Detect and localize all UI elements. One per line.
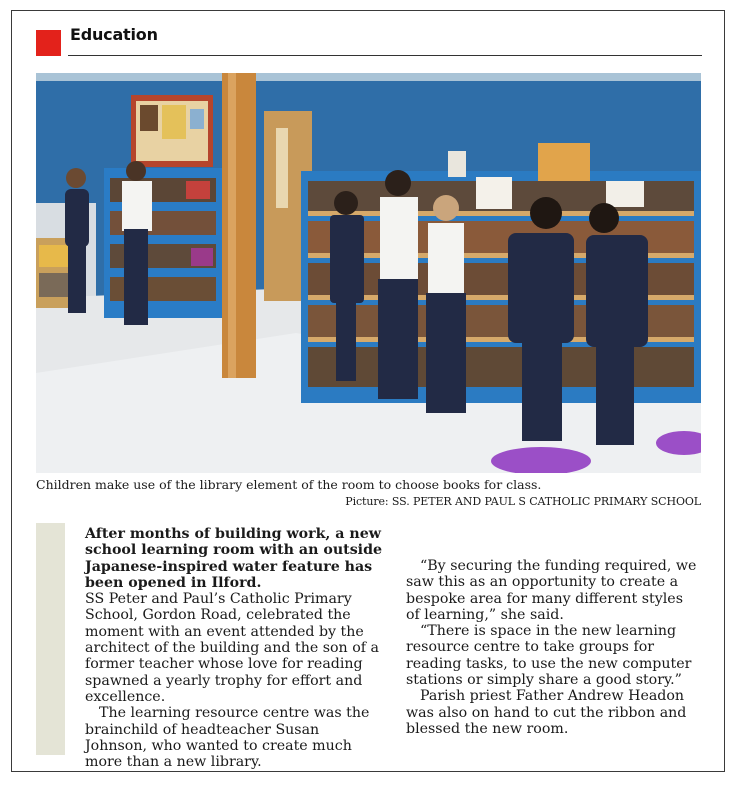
pull-bar bbox=[36, 523, 65, 755]
article-column-1 bbox=[85, 526, 385, 770]
article-column-2 bbox=[406, 526, 700, 737]
article-paragraph-text: The learning resource centre was the brainchild of headteacher Susan Johnson, who wanted to create much more than a new library. bbox=[85, 705, 370, 771]
header-rule bbox=[68, 55, 702, 56]
article-lede: After months of building work, a new school learning room with an outside Japanese-inspired water feature has been opened in Ilford. bbox=[85, 526, 383, 591]
article-paragraph: Parish priest Father Andrew Headon was also on hand to cut the ribbon and blessed the new room. bbox=[406, 688, 687, 737]
article-paragraph: SS Peter and Paul’s Catholic Primary School, Gordon Road, celebrated the moment with an event attended by the architect of the building and the son of a former teacher whose love for reading spawned a yearly trophy for effort and excellence. bbox=[85, 591, 379, 705]
section-title: Education bbox=[70, 25, 158, 44]
library-scene bbox=[36, 73, 701, 473]
article-paragraph: “There is space in the new learning resource centre to take groups for reading tasks, to use the new computer stations or simply share a good story.” bbox=[406, 623, 692, 689]
article-paragraph bbox=[85, 705, 385, 770]
article-paragraph: “By securing the funding required, we saw this as an opportunity to create a bespoke area for many different styles of learning,” she said. bbox=[406, 558, 697, 623]
photo-credit: Picture: SS. PETER AND PAUL S CATHOLIC PRIMARY SCHOOL bbox=[345, 495, 701, 508]
photo-caption: Children make use of the library element of the room to choose books for class. bbox=[36, 477, 542, 492]
section-marker bbox=[36, 30, 61, 56]
library-photo bbox=[36, 73, 701, 473]
